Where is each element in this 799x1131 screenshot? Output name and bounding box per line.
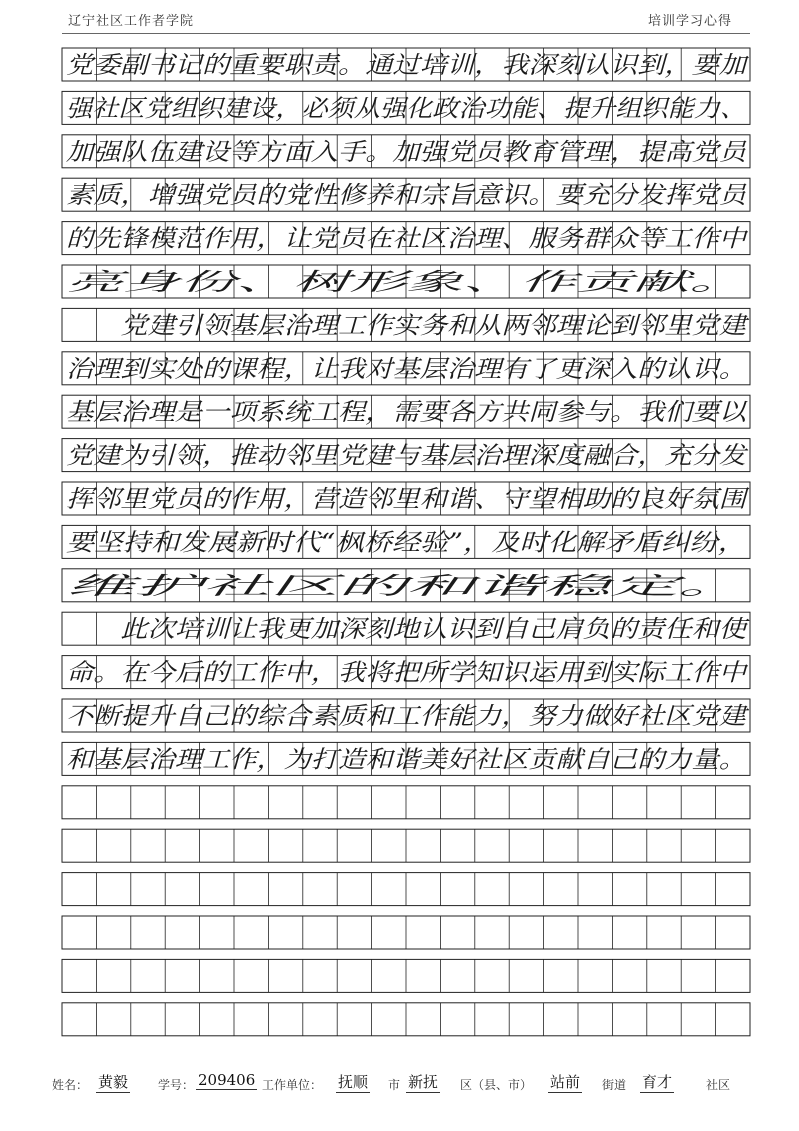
essay-line: 党建为引领，推动邻里党建与基层治理深度融合，充分发 (66, 441, 750, 470)
grid-row (62, 48, 750, 81)
grid-row (62, 1003, 750, 1036)
grid-row (62, 178, 750, 211)
footer (0, 1068, 799, 1098)
essay-line: 要坚持和发展新时代“枫桥经验”，及时化解矛盾纠纷， (66, 528, 746, 557)
grid-row (62, 959, 750, 992)
community-value: 育才 (642, 1073, 673, 1091)
essay-line: 党委副书记的重要职责。通过培训，我深刻认识到，要加 (66, 51, 750, 79)
street-value: 站前 (550, 1073, 581, 1091)
grid-row (62, 135, 750, 168)
institution-name: 辽宁社区工作者学院 (68, 14, 195, 29)
grid-row (62, 439, 750, 472)
unit-label: 工作单位： (262, 1078, 323, 1092)
grid-row (62, 222, 750, 255)
essay-line: 亮身份、树形象、作贡献。 (66, 268, 746, 296)
document-type: 培训学习心得 (648, 14, 733, 29)
grid-row (62, 525, 750, 558)
city-label: 市 (388, 1078, 401, 1092)
grid-row (62, 482, 751, 515)
essay-line: 党建引领基层治理工作实务和从两邻理论到邻里党建 (66, 311, 750, 340)
essay-line: 命。在今后的工作中，我将把所学知识运用到实际工作中 (66, 658, 750, 687)
essay-line: 挥邻里党员的作用，营造邻里和谐、守望相助的良好氛围 (66, 485, 751, 513)
essay-line: 强社区党组织建设，必须从强化政治功能、提升组织能力、 (66, 94, 746, 123)
essay-line: 不断提升自己的综合素质和工作能力，努力做好社区党建 (66, 702, 750, 730)
grid-row (62, 916, 750, 949)
grid-row (62, 308, 750, 341)
essay-line: 此次培训让我更加深刻地认识到自己肩负的责任和使 (66, 615, 751, 644)
essay-line: 的先锋模范作用，让党员在社区治理、服务群众等工作中 (66, 224, 750, 253)
student-no-value: 209406 (198, 1071, 256, 1089)
essay-line: 素质，增强党员的党性修养和宗旨意识。要充分发挥党员 (66, 181, 749, 210)
grid-row (62, 91, 750, 124)
grid-row (62, 786, 750, 819)
community-label: 社区 (706, 1078, 731, 1092)
essay-line: 和基层治理工作，为打造和谐美好社区贡献自己的力量。 (66, 745, 746, 774)
grid-row (62, 829, 750, 862)
street-label: 街道 (602, 1078, 627, 1092)
district-value: 新抚 (408, 1073, 439, 1091)
essay-line: 加强队伍建设等方面入手。加强党员教育管理，提高党员 (66, 137, 749, 166)
grid-row (62, 656, 750, 689)
grid-row (62, 569, 750, 602)
name-label: 姓名： (52, 1078, 89, 1092)
grid-row (62, 873, 750, 906)
essay-line: 维护社区的和谐稳定。 (66, 571, 746, 600)
grid-row (62, 742, 750, 775)
student-no-label: 学号： (158, 1078, 195, 1092)
grid-row (62, 352, 750, 385)
city-value: 抚顺 (338, 1073, 369, 1091)
grid-row (62, 265, 750, 298)
grid-row (62, 699, 750, 732)
grid-row (62, 612, 751, 645)
essay-line: 基层治理是一项系统工程，需要各方共同参与。我们要以 (66, 398, 749, 427)
essay-line: 治理到实处的课程，让我对基层治理有了更深入的认识。 (66, 354, 746, 383)
grid-row (62, 395, 750, 428)
district-label: 区（县、市） (460, 1078, 533, 1092)
name-value: 黄毅 (98, 1073, 129, 1091)
